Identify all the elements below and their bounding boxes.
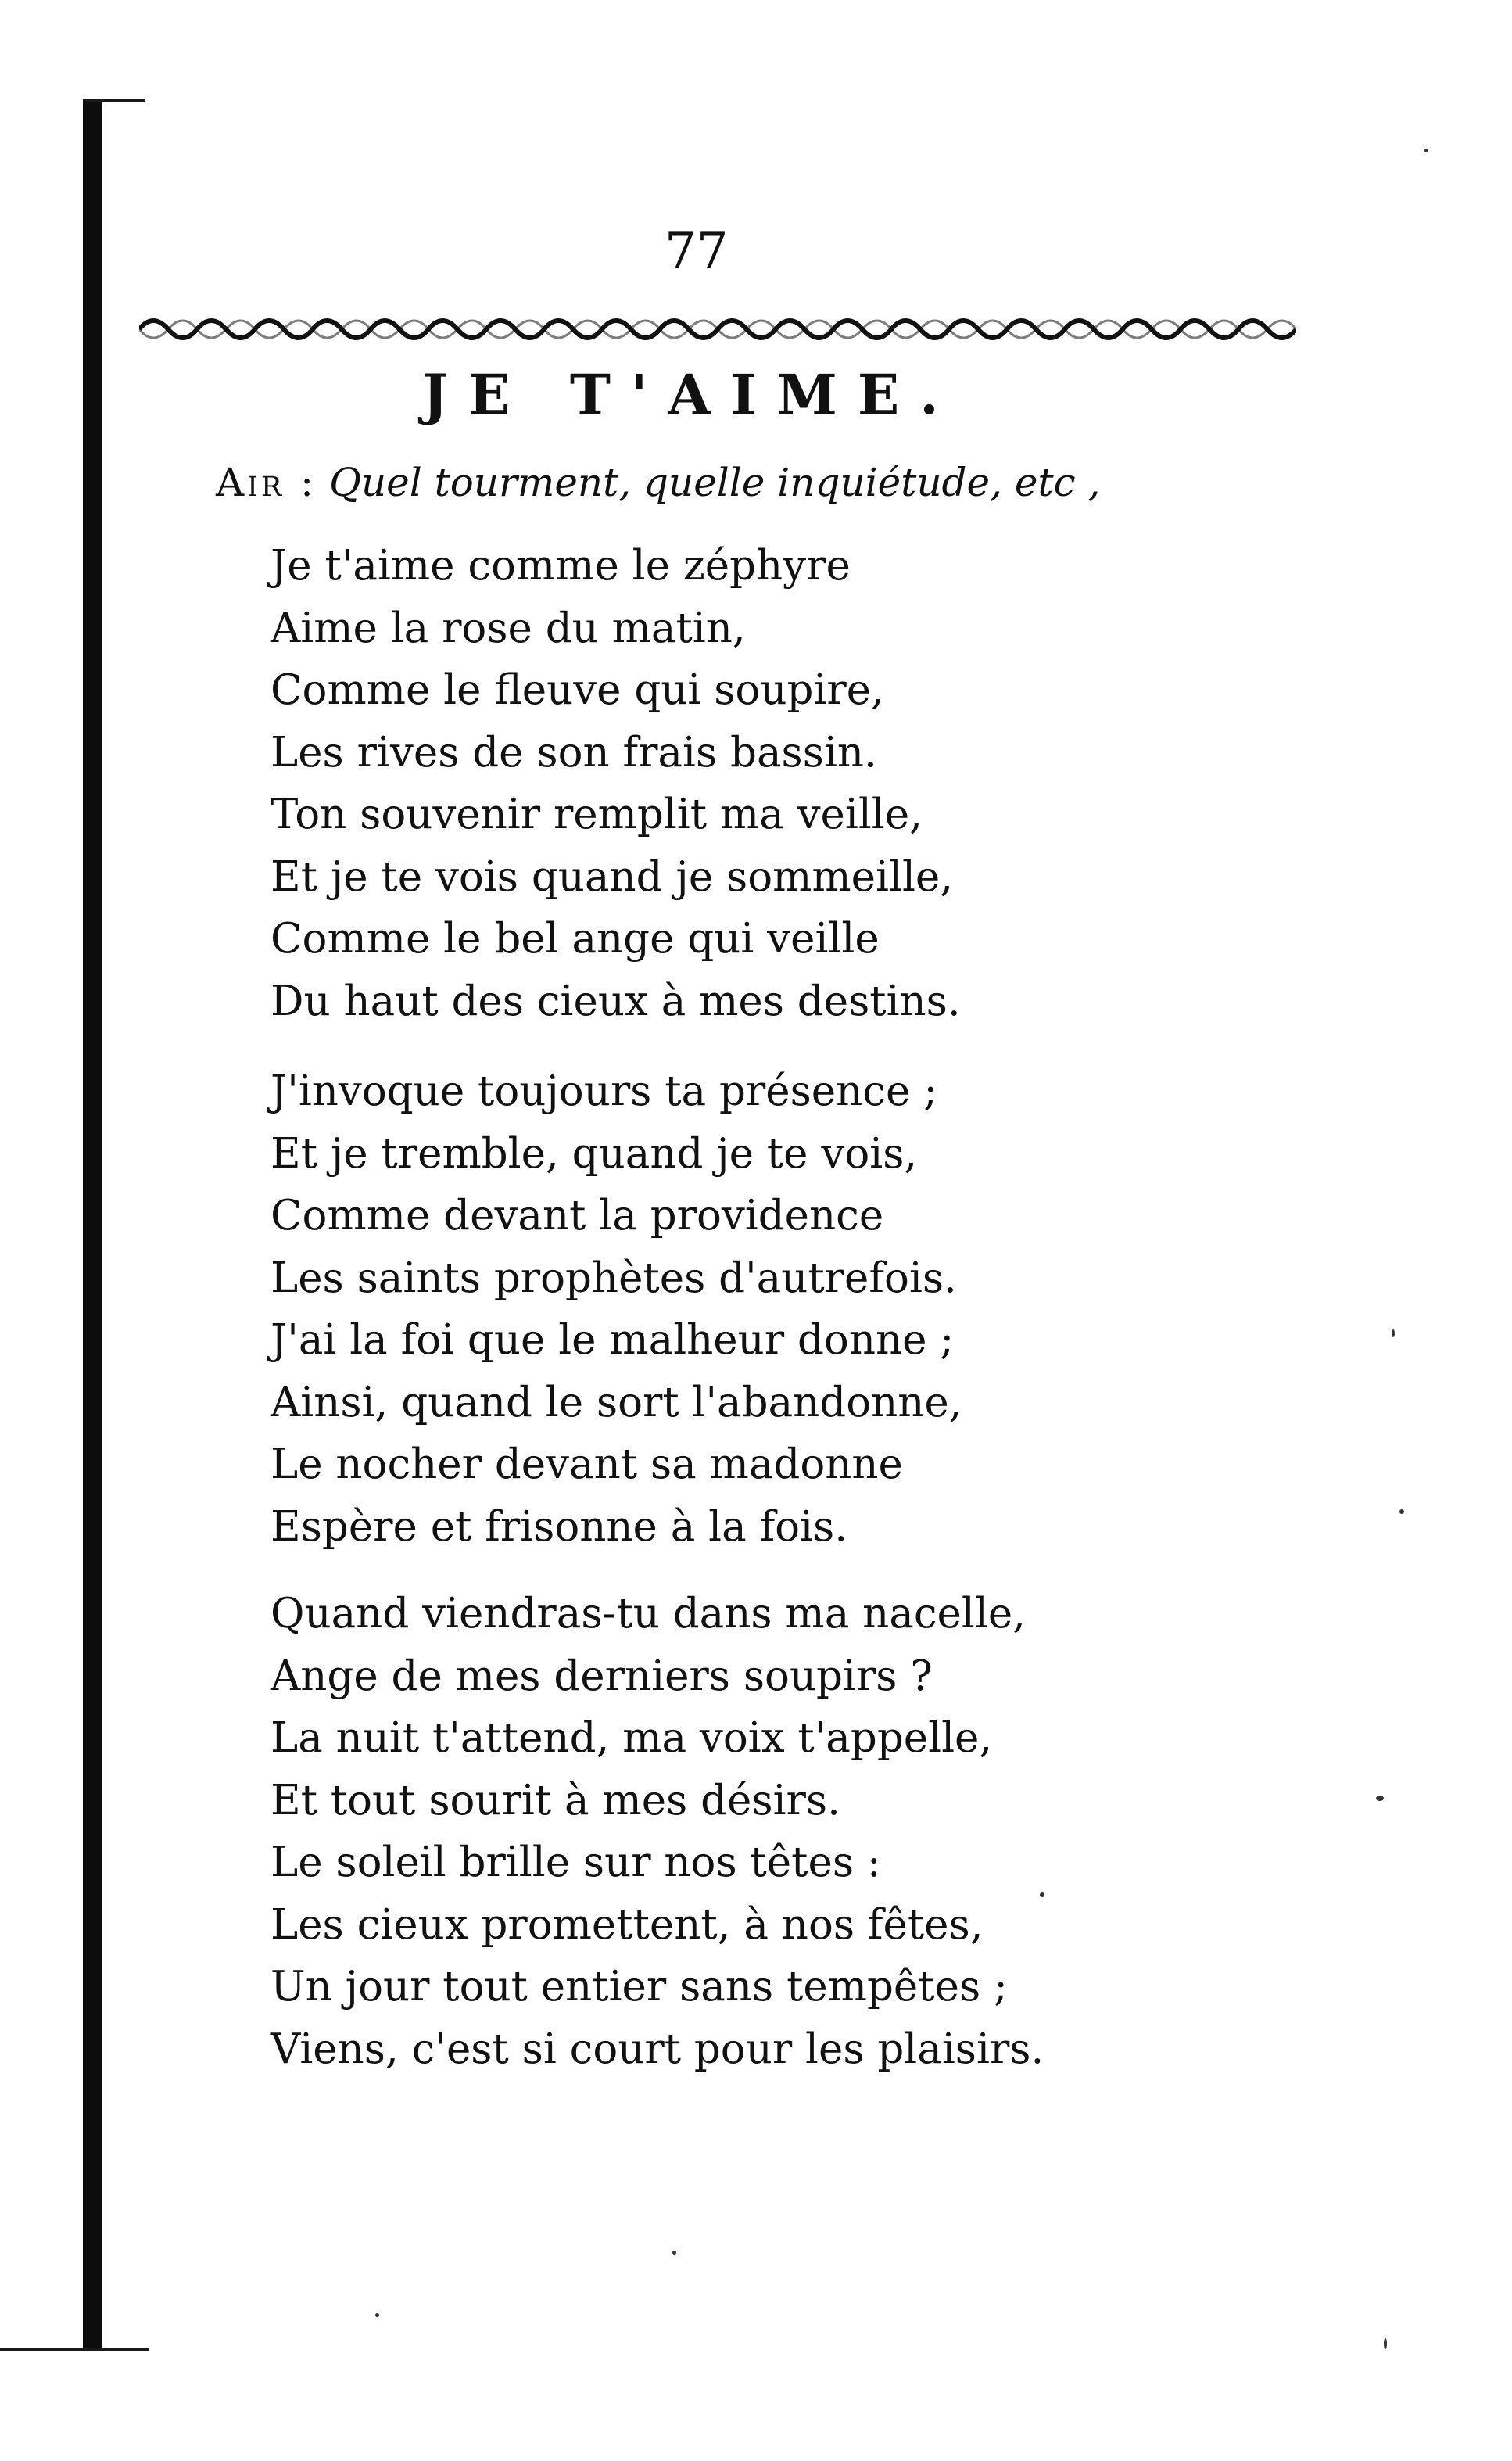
page-number: 77 (665, 223, 729, 281)
verse-line: Du haut des cieux à mes destins. (271, 977, 961, 1025)
verse-line: La nuit t'attend, ma voix t'appelle, (271, 1714, 993, 1762)
verse-line: Ange de mes derniers soupirs ? (271, 1652, 933, 1700)
verse-line: Et je tremble, quand je te vois, (271, 1129, 918, 1178)
scan-speck (1392, 1329, 1395, 1337)
verse-line: Ton souvenir remplit ma veille, (271, 791, 923, 838)
verse-line: Le nocher devant sa madonne (271, 1440, 903, 1488)
verse-line: Quand viendras-tu dans ma nacelle, (271, 1590, 1027, 1638)
binding-tick-top (83, 99, 145, 102)
verse-line: J'ai la foi que le malheur donne ; (271, 1316, 955, 1364)
stanza-1 (271, 535, 961, 1032)
verse-line: Espère et frisonne à la fois. (271, 1502, 848, 1551)
scan-speck (375, 2313, 379, 2317)
verse-line: Et tout sourit à mes désirs. (271, 1776, 840, 1824)
verse-line: Comme le bel ange qui veille (271, 915, 880, 963)
scan-speck (1399, 1509, 1404, 1514)
verse-line: Comme le fleuve qui soupire, (271, 666, 884, 714)
verse-line: Comme devant la providence (271, 1192, 884, 1239)
verse-line: Viens, c'est si court pour les plaisirs. (271, 2025, 1044, 2073)
decorative-rule (139, 313, 1296, 346)
scan-speck (1040, 1892, 1044, 1897)
verse-line: Le soleil brille sur nos têtes : (271, 1839, 881, 1886)
air-label: Air : (216, 460, 317, 505)
binding-edge (83, 99, 102, 2349)
air-reference (216, 460, 1101, 505)
stanza-2 (271, 1060, 962, 1558)
verse-line: Les saints prophètes d'autrefois. (271, 1254, 957, 1302)
poem-title: JE T'AIME. (422, 362, 959, 427)
verse-line: Les rives de son frais bassin. (271, 728, 877, 777)
air-text: Quel tourment, quelle inquiétude, etc , (328, 460, 1101, 505)
verse-line: Je t'aime comme le zéphyre (271, 542, 851, 590)
scan-speck (1424, 149, 1428, 152)
verse-line: Ainsi, quand le sort l'abandonne, (271, 1378, 962, 1426)
scan-speck (1384, 2338, 1387, 2349)
verse-line: Et je te vois quand je sommeille, (271, 852, 954, 901)
verse-line: Les cieux promettent, à nos fêtes, (271, 1900, 984, 1949)
verse-line: Un jour tout entier sans tempêtes ; (271, 1963, 1008, 2011)
scan-speck (1376, 1796, 1384, 1801)
stanza-3 (271, 1583, 1044, 2080)
verse-line: Aime la rose du matin, (271, 604, 746, 652)
binding-tick-bottom (0, 2348, 149, 2351)
verse-line: J'invoque toujours ta présence ; (271, 1067, 938, 1115)
scan-speck (672, 2251, 676, 2255)
